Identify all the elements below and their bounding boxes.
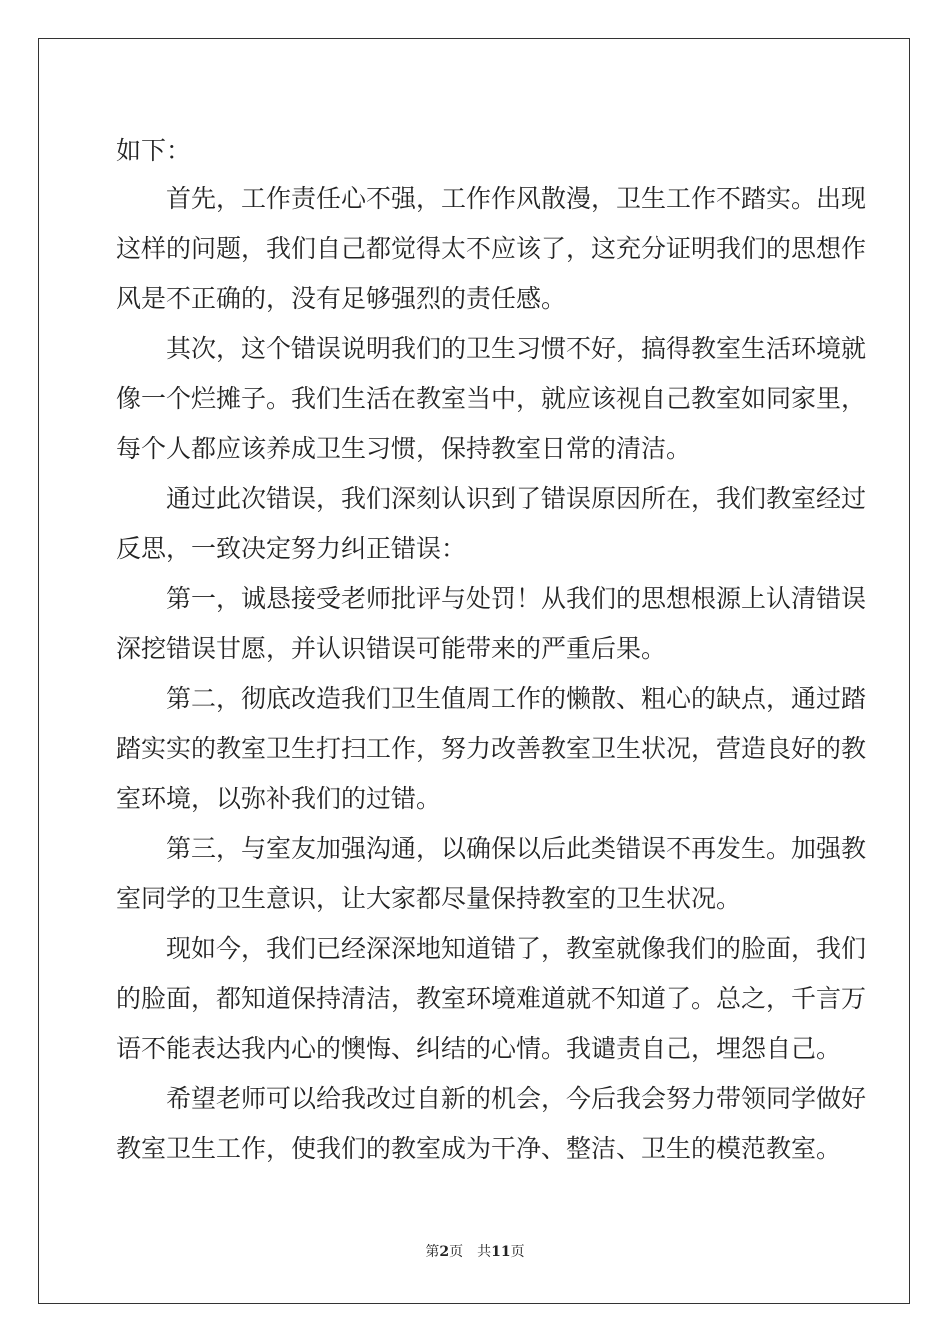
- text-line: 通过此次错误，我们深刻认识到了错误原因所在，我们教室经过: [166, 484, 867, 513]
- total-suffix: 页: [510, 1244, 525, 1260]
- text-line: 踏实实的教室卫生打扫工作，努力改善教室卫生状况，营造良好的教: [116, 734, 867, 763]
- text-line: 风是不正确的，没有足够强烈的责任感。: [116, 284, 567, 313]
- text-line: 语不能表达我内心的懊悔、纠结的心情。我谴责自己，埋怨自己。: [116, 1034, 842, 1063]
- text-line: 现如今，我们已经深深地知道错了，教室就像我们的脸面，我们: [166, 934, 867, 963]
- text-line: 第三，与室友加强沟通，以确保以后此类错误不再发生。加强教: [166, 834, 867, 863]
- text-line: 第一，诚恳接受老师批评与处罚！从我们的思想根源上认清错误: [166, 584, 867, 613]
- text-line: 室同学的卫生意识，让大家都尽量保持教室的卫生状况。: [116, 884, 742, 913]
- text-line: 深挖错误甘愿，并认识错误可能带来的严重后果。: [116, 634, 667, 663]
- page-suffix: 页: [449, 1244, 464, 1260]
- text-line: 第二，彻底改造我们卫生值周工作的懒散、粗心的缺点，通过踏: [166, 684, 867, 713]
- total-pages: 11: [491, 1244, 511, 1260]
- text-line: 教室卫生工作，使我们的教室成为干净、整洁、卫生的模范教室。: [116, 1134, 842, 1163]
- text-line: 每个人都应该养成卫生习惯，保持教室日常的清洁。: [116, 434, 692, 463]
- text-line: 的脸面，都知道保持清洁，教室环境难道就不知道了。总之，千言万: [116, 984, 867, 1013]
- text-line: 像一个烂摊子。我们生活在教室当中，就应该视自己教室如同家里，: [116, 384, 867, 413]
- total-prefix: 共: [477, 1244, 492, 1260]
- text-line: 希望老师可以给我改过自新的机会，今后我会努力带领同学做好: [166, 1084, 867, 1113]
- text-line: 如下：: [116, 136, 192, 165]
- text-line: 首先，工作责任心不强，工作作风散漫，卫生工作不踏实。出现: [166, 184, 867, 213]
- text-line: 其次，这个错误说明我们的卫生习惯不好，搞得教室生活环境就: [166, 334, 867, 363]
- page-number: 2: [439, 1244, 450, 1260]
- text-line: 这样的问题，我们自己都觉得太不应该了，这充分证明我们的思想作: [116, 234, 867, 263]
- page-prefix: 第: [425, 1244, 440, 1260]
- text-line: 室环境，以弥补我们的过错。: [116, 784, 442, 813]
- page-footer: [0, 1243, 950, 1261]
- text-line: 反思，一致决定努力纠正错误：: [116, 534, 467, 563]
